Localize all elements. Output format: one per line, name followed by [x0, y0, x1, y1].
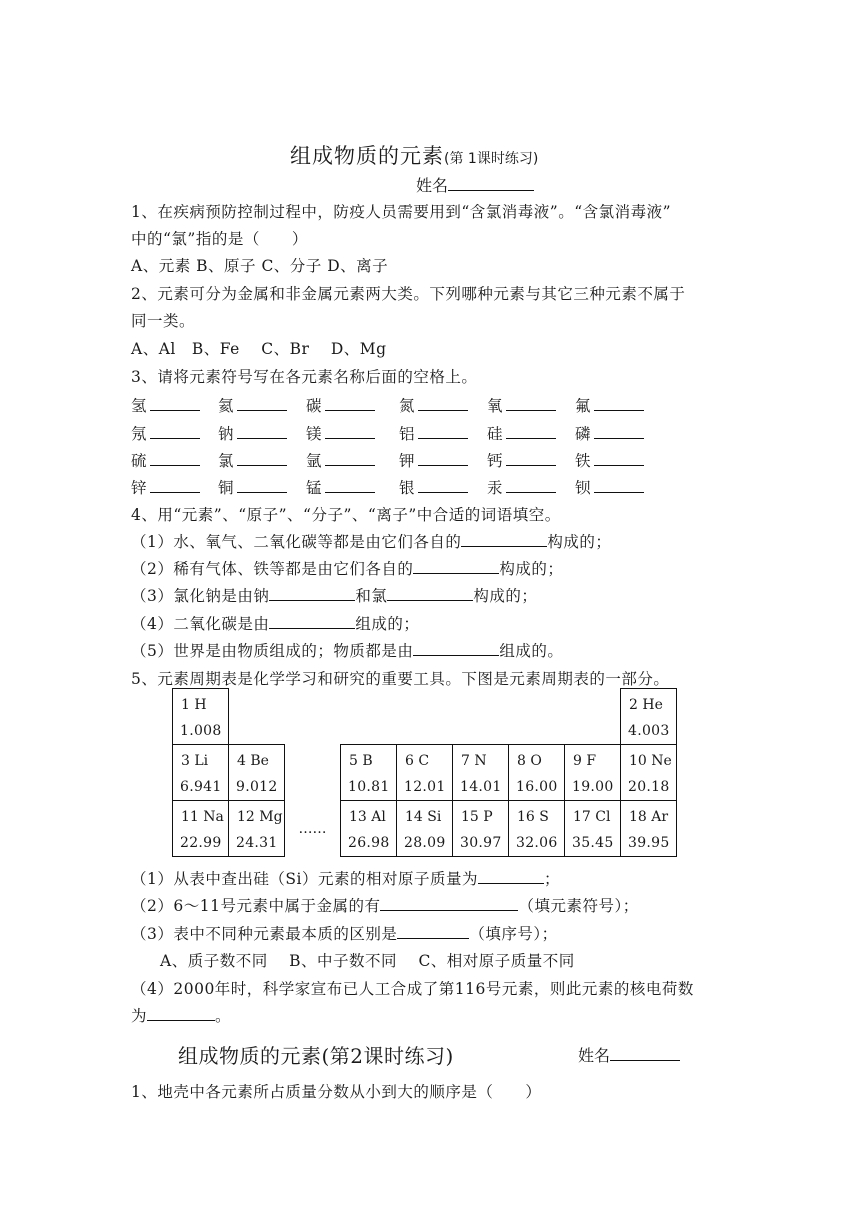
answer-blank[interactable]: [397, 924, 469, 939]
ellipsis: ……: [298, 820, 327, 837]
element-cell: 汞: [487, 476, 556, 498]
element-box: 16 S 32.06: [509, 801, 565, 857]
element-box: 7 N 14.01: [453, 745, 509, 801]
answer-blank[interactable]: [237, 451, 287, 466]
element-cell: 氩: [306, 449, 375, 471]
answer-blank[interactable]: [594, 451, 644, 466]
element-box-h: 1 H 1.008: [173, 689, 229, 745]
answer-blank[interactable]: [413, 559, 499, 574]
answer-blank[interactable]: [506, 396, 556, 411]
q5-prompt: 5、元素周期表是化学学习和研究的重要工具。下图是元素周期表的一部分。: [131, 670, 670, 688]
element-cell: 磷: [575, 422, 644, 444]
answer-blank[interactable]: [150, 424, 200, 439]
answer-blank[interactable]: [506, 478, 556, 493]
q1-line2: 中的“氯”指的是（ ）: [131, 230, 308, 248]
lesson2-name-field: 姓名: [578, 1043, 680, 1066]
element-box: 3 Li 6.941: [173, 745, 229, 801]
element-cell: 氮: [399, 394, 468, 416]
answer-blank[interactable]: [418, 478, 468, 493]
answer-blank[interactable]: [237, 396, 287, 411]
element-cell: 铁: [575, 449, 644, 471]
element-cell: 钠: [218, 422, 287, 444]
element-box-he: 2 He 4.003: [621, 689, 677, 745]
answer-blank[interactable]: [387, 586, 473, 601]
q4-prompt: 4、用“元素”、“原子”、“分子”、“离子”中合适的词语填空。: [131, 506, 561, 524]
element-cell: 氦: [218, 394, 287, 416]
element-cell: 氢: [131, 394, 200, 416]
element-cell: 氯: [218, 449, 287, 471]
q5-sub4-line1: （4）2000年时，科学家宣布已人工合成了第116号元素，则此元素的核电荷数: [131, 980, 694, 998]
q1-line1: 1、在疾病预防控制过程中，防疫人员需要用到“含氯消毒液”。“含氯消毒液”: [131, 203, 672, 221]
q5-sub4-line2: 为 。: [131, 1007, 232, 1025]
answer-blank[interactable]: [325, 451, 375, 466]
element-cell: 氟: [575, 394, 644, 416]
element-cell: 氧: [487, 394, 556, 416]
element-box: 17 Cl 35.45: [565, 801, 621, 857]
lesson2-title: 组成物质的元素(第2课时练习): [178, 1044, 454, 1068]
q3-prompt: 3、请将元素符号写在各元素名称后面的空格上。: [131, 368, 478, 386]
q4-sub1: （1）水、氧气、二氧化碳等都是由它们各自的 构成的；: [131, 533, 612, 551]
element-box: 8 O 16.00: [509, 745, 565, 801]
element-cell: 铝: [399, 422, 468, 444]
element-box: 6 C 12.01: [397, 745, 453, 801]
answer-blank[interactable]: [594, 396, 644, 411]
name-blank[interactable]: [448, 176, 534, 191]
q4-sub2: （2）稀有气体、铁等都是由它们各自的 构成的；: [131, 560, 564, 578]
element-cell: 钡: [575, 476, 644, 498]
answer-blank[interactable]: [418, 451, 468, 466]
element-cell: 氖: [131, 422, 200, 444]
element-cell: 碳: [306, 394, 375, 416]
answer-blank[interactable]: [147, 1006, 215, 1021]
element-box: 15 P 30.97: [453, 801, 509, 857]
answer-blank[interactable]: [325, 424, 375, 439]
element-box: 13 Al 26.98: [341, 801, 397, 857]
answer-blank[interactable]: [478, 869, 544, 884]
element-box: 5 B 10.81: [341, 745, 397, 801]
answer-blank[interactable]: [150, 451, 200, 466]
answer-blank[interactable]: [325, 478, 375, 493]
periodic-table: [172, 688, 677, 857]
answer-blank[interactable]: [380, 896, 518, 911]
element-box: 14 Si 28.09: [397, 801, 453, 857]
element-cell: 硅: [487, 422, 556, 444]
answer-blank[interactable]: [237, 478, 287, 493]
q4-sub5: （5）世界是由物质组成的；物质都是由 组成的。: [131, 642, 564, 660]
answer-blank[interactable]: [594, 424, 644, 439]
name-field: [416, 173, 534, 196]
lesson2-q1: 1、地壳中各元素所占质量分数从小到大的顺序是（ ）: [131, 1083, 542, 1101]
element-cell: 锌: [131, 476, 200, 498]
element-cell: 镁: [306, 422, 375, 444]
element-cell: 钾: [399, 449, 468, 471]
answer-blank[interactable]: [237, 424, 287, 439]
answer-blank[interactable]: [269, 614, 355, 629]
answer-blank[interactable]: [461, 532, 547, 547]
answer-blank[interactable]: [325, 396, 375, 411]
answer-blank[interactable]: [418, 424, 468, 439]
element-box: 18 Ar 39.95: [621, 801, 677, 857]
element-box: 4 Be 9.012: [229, 745, 285, 801]
answer-blank[interactable]: [150, 478, 200, 493]
answer-blank[interactable]: [594, 478, 644, 493]
name-label: 姓名: [416, 176, 449, 195]
worksheet-title: [290, 140, 538, 170]
title-main: 组成物质的元素: [290, 144, 444, 168]
element-box: 11 Na 22.99: [173, 801, 229, 857]
q5-sub1: （1）从表中查出硅（Si）元素的相对原子质量为 ；: [131, 870, 560, 888]
name-blank[interactable]: [610, 1046, 680, 1061]
answer-blank[interactable]: [150, 396, 200, 411]
q2-line2: 同一类。: [131, 312, 196, 330]
answer-blank[interactable]: [506, 451, 556, 466]
element-box: 9 F 19.00: [565, 745, 621, 801]
q5-sub2: （2）6～11号元素中属于金属的有 （填元素符号）；: [131, 897, 639, 915]
answer-blank[interactable]: [413, 641, 499, 656]
element-box: 12 Mg 24.31: [229, 801, 285, 857]
q4-sub4: （4）二氧化碳是由 组成的；: [131, 615, 420, 633]
answer-blank[interactable]: [269, 586, 355, 601]
q2-line1: 2、元素可分为金属和非金属元素两大类。下列哪种元素与其它三种元素不属于: [131, 285, 686, 303]
title-sub: (第 1课时练习): [444, 151, 539, 167]
q1-options: A、元素 B、原子 C、分子 D、离子: [131, 257, 389, 275]
element-cell: 钙: [487, 449, 556, 471]
element-cell: 银: [399, 476, 468, 498]
q4-sub3: （3）氯化钠是由钠 和氯 构成的；: [131, 587, 538, 605]
element-cell: 硫: [131, 449, 200, 471]
element-cell: 铜: [218, 476, 287, 498]
answer-blank[interactable]: [418, 396, 468, 411]
q5-sub3: （3）表中不同种元素最本质的区别是 （填序号）；: [131, 925, 558, 943]
element-cell: 锰: [306, 476, 375, 498]
q2-options: A、Al B、Fe C、Br D、Mg: [131, 340, 387, 358]
q5-sub3-options: A、质子数不同 B、中子数不同 C、相对原子质量不同: [160, 952, 575, 970]
element-box: 10 Ne 20.18: [621, 745, 677, 801]
answer-blank[interactable]: [506, 424, 556, 439]
